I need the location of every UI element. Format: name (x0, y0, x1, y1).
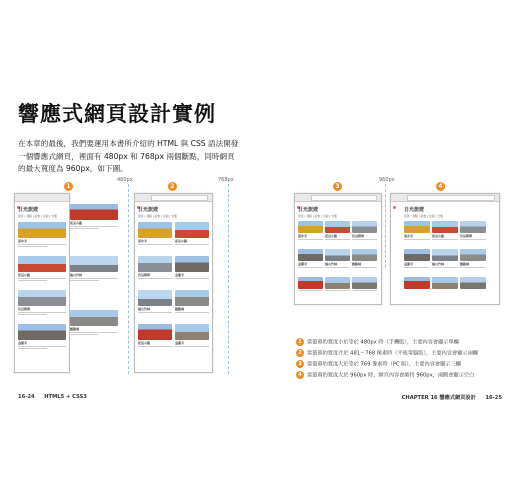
card: 伏見稻荷 (18, 290, 66, 315)
breakpoint-768-line (228, 184, 229, 374)
footer-right-page-number: 16-25 (485, 395, 502, 401)
page-title: 響應式網頁設計實例 (18, 102, 216, 126)
mobile-layout-screenshot (14, 193, 70, 373)
footer-left-page-number: 16-24 (18, 394, 35, 400)
wide-layout-screenshot: 日光旅遊 首頁 | 景點 | 美食 | 住宿 | 交通 清水寺 花見小路 伏見稻荷 金閣寺 嵐山竹林 姬路城 (390, 193, 500, 305)
site-nav: 首頁 | 景點 | 美食 | 住宿 | 交通 (18, 214, 57, 218)
site-heading: 日光旅遊 (18, 207, 39, 213)
legend-item-2: 2 當螢幕的寬度介於 481～768 像素時（平板電腦版），主要內容會顯示兩欄 (296, 349, 478, 357)
guide-label-960: 960px (379, 177, 395, 183)
legend-item-4: 4 當螢幕的寬度大於 960px 時，網頁內容會維持 960px，兩側會顯示空白 (296, 371, 474, 379)
breakpoint-960-line (385, 184, 386, 268)
legend-item-1: 1 當螢幕的寬度小於等於 480px 時（手機版），主要內容會顯示單欄 (296, 338, 459, 346)
intro-paragraph: 在本章的最後，我們要運用本書所介紹的 HTML 與 CSS 語法開發一個響應式網頁，裡面有 480px 和 768px 兩個斷點，同時網頁的最大寬度為 960px，如下圖。 (18, 139, 239, 173)
tablet-layout-screenshot: 日光旅遊 首頁 | 景點 | 美食 | 住宿 | 交通 清水寺 花見小路 伏見稻荷 金閣寺 嵐山竹林 姬路城 花見小路 金閣寺 (134, 193, 213, 373)
legend-item-3: 3 當螢幕的寬度大於等於 769 像素時（PC 版），主要內容會顯示三欄 (296, 360, 461, 368)
badge-3: 3 (333, 182, 342, 191)
card: 花見小路 (18, 256, 66, 281)
guide-label-768: 768px (218, 177, 234, 183)
guide-label-480: 480px (117, 177, 133, 183)
badge-1: 1 (64, 182, 73, 191)
pc-layout-screenshot: 日光旅遊 首頁 | 景點 | 美食 | 住宿 | 交通 清水寺 花見小路 伏見稻荷 金閣寺 嵐山竹林 姬路城 (294, 193, 382, 305)
badge-4: 4 (436, 182, 445, 191)
breakpoint-480-line (128, 184, 129, 374)
mobile-layout-continued: 花見小路 嵐山竹林 姬路城 (70, 200, 122, 370)
footer-right-chapter: CHAPTER 16 響應式網頁設計 (401, 395, 476, 401)
card: 清水寺 (18, 222, 66, 247)
card: 金閣寺 (18, 324, 66, 349)
badge-2: 2 (168, 182, 177, 191)
footer-left-book-title: HTML5 + CSS3 (44, 394, 87, 400)
